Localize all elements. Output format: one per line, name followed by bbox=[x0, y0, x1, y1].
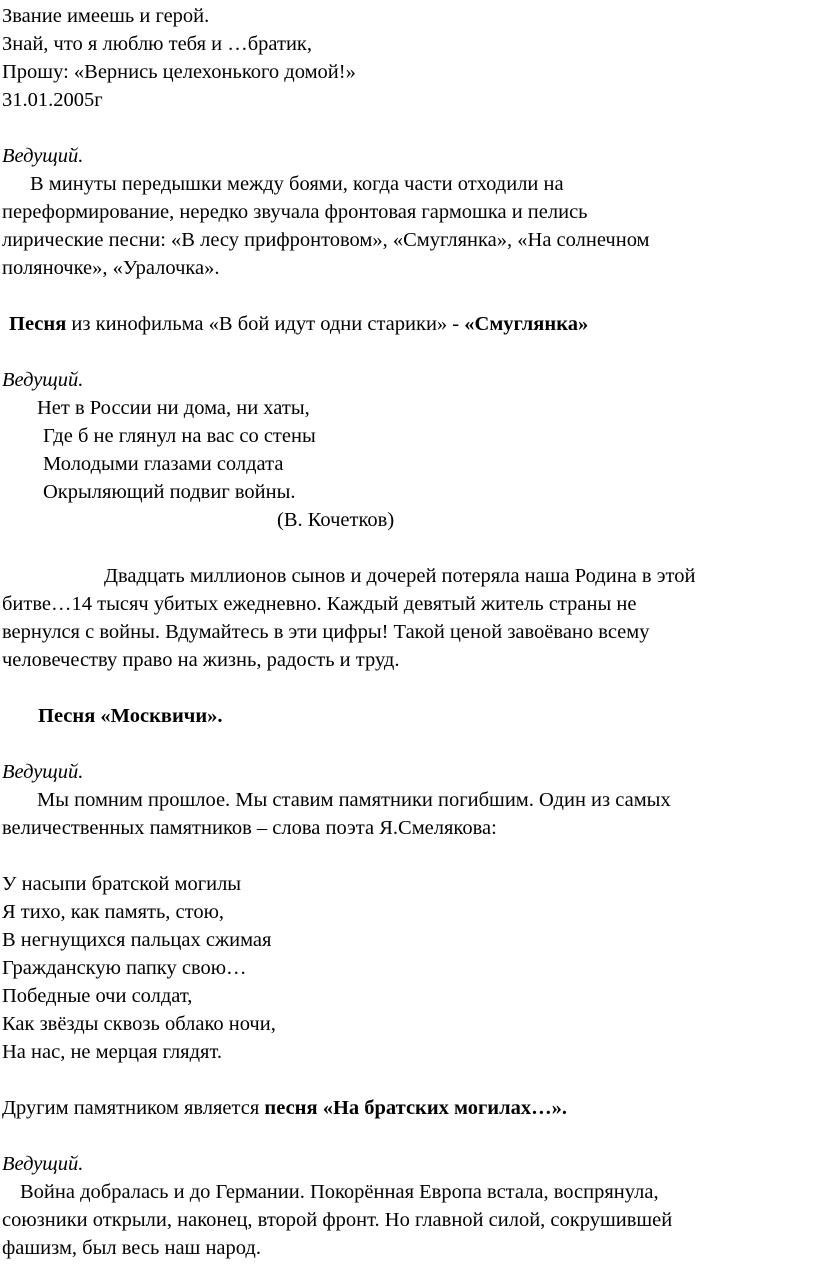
song-announcement bbox=[9, 312, 588, 336]
song-description: из кинофильма «В бой идут одни старики» - bbox=[66, 313, 465, 335]
song-label: Песня bbox=[9, 313, 67, 335]
song-title: песня «На братских могилах…». bbox=[264, 1097, 567, 1119]
paragraph-line: лирические песни: «В лесу прифронтовом», «Смуглянка», «На солнечном bbox=[2, 229, 650, 251]
paragraph-line: величественных памятников – слова поэта Я.Смелякова: bbox=[2, 817, 497, 839]
paragraph-line: человечеству право на жизнь, радость и труд. bbox=[2, 649, 400, 671]
paragraph-line: Мы помним прошлое. Мы ставим памятники погибшим. Один из самых bbox=[37, 789, 671, 811]
poem-date: 31.01.2005г bbox=[2, 89, 103, 111]
song-description: Другим памятником является bbox=[2, 1097, 265, 1119]
paragraph-line: Двадцать миллионов сынов и дочерей потеряла наша Родина в этой bbox=[104, 565, 696, 587]
poem-line: На нас, не мерцая глядят. bbox=[2, 1041, 223, 1063]
poem-line: Гражданскую папку свою… bbox=[2, 957, 247, 979]
poem-line: Победные очи солдат, bbox=[2, 985, 193, 1007]
host-label: Ведущий. bbox=[2, 145, 84, 167]
host-label: Ведущий. bbox=[2, 761, 84, 783]
poem-author: (В. Кочетков) bbox=[277, 509, 395, 531]
poem-line: Как звёзды сквозь облако ночи, bbox=[2, 1013, 276, 1035]
poem-line: Звание имеешь и герой. bbox=[2, 5, 210, 27]
host-label: Ведущий. bbox=[2, 1153, 84, 1175]
poem-line: Окрыляющий подвиг войны. bbox=[43, 481, 296, 503]
poem-line: Нет в России ни дома, ни хаты, bbox=[37, 397, 310, 419]
poem-line: Прошу: «Вернись целехонького домой!» bbox=[2, 61, 356, 83]
song-announcement bbox=[2, 1096, 567, 1120]
paragraph-line: фашизм, был весь наш народ. bbox=[2, 1237, 261, 1259]
poem-line: Молодыми глазами солдата bbox=[43, 453, 284, 475]
poem-line: Знай, что я люблю тебя и …братик, bbox=[2, 33, 313, 55]
poem-line: Где б не глянул на вас со стены bbox=[43, 425, 316, 447]
paragraph-line: вернулся с войны. Вдумайтесь в эти цифры! Такой ценой завоёвано всему bbox=[2, 621, 650, 643]
paragraph-line: В минуты передышки между боями, когда части отходили на bbox=[30, 173, 564, 195]
host-label: Ведущий. bbox=[2, 369, 84, 391]
poem-line: В негнущихся пальцах сжимая bbox=[2, 929, 272, 951]
poem-line: Я тихо, как память, стою, bbox=[2, 901, 225, 923]
song-title: «Смуглянка» bbox=[464, 313, 589, 335]
song-title: Песня «Москвичи». bbox=[38, 705, 223, 727]
paragraph-line: переформирование, нередко звучала фронтовая гармошка и пелись bbox=[2, 201, 588, 223]
paragraph-line: поляночке», «Уралочка». bbox=[2, 257, 220, 279]
paragraph-line: Война добралась и до Германии. Покорённая Европа встала, воспрянула, bbox=[20, 1181, 659, 1203]
poem-line: У насыпи братской могилы bbox=[2, 873, 242, 895]
paragraph-line: битве…14 тысяч убитых ежедневно. Каждый девятый житель страны не bbox=[2, 593, 637, 615]
paragraph-line: союзники открыли, наконец, второй фронт. Но главной силой, сокрушившей bbox=[2, 1209, 673, 1231]
